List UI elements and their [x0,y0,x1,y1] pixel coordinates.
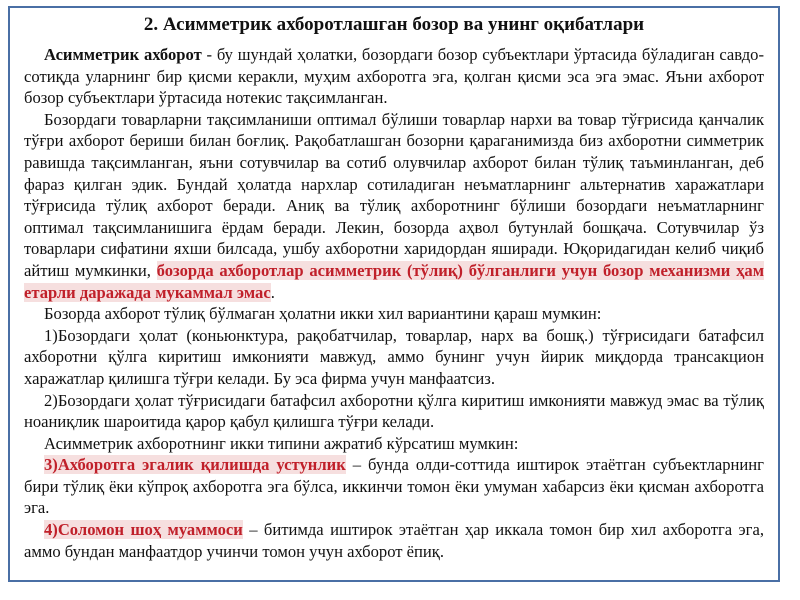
term-asymmetric-info: Асимметрик ахборот [44,45,202,64]
term-solomon-problem: 4)Соломон шоҳ муаммоси [44,520,243,540]
paragraph-variant-1: 1)Бозордаги ҳолат (коньюнктура, рақобатчилар, товарлар, нарх ва бошқ.) тўғрисидаги батафсил ахборотни қўлга киритиш имконияти мавжуд, аммо бунинг учун йирик миқдорда трансакцион харажатлар қилишга тўғри келади. Бу эса фирма учун манфаатсиз. [24,325,764,388]
slide-title: 2. Асимметрик ахборотлашган бозор ва унинг оқибатлари [143,14,645,35]
paragraph-variant-2: 2)Бозордаги ҳолат тўғрисидаги батафсил ахборотни қўлга киритиш имконияти мавжуд эмас ва тўлиқ ноаниқлик шароитида қарор қабул қилишга тўғри келади. [24,390,764,432]
paragraph-two-variants: Бозорда ахборот тўлиқ бўлмаган ҳолатни икки хил вариантини қараш мумкин: [44,304,602,324]
term-info-advantage: 3)Ахборотга эгалик қилишда устунлик [44,455,346,475]
paragraph-type-advantage [24,454,764,519]
highlighted-conclusion: бозорда ахборотлар асимметрик (тўлиқ) бўлганлиги учун бозор механизми ҳам етарли даражада мукаммал эмас [24,260,764,302]
definition-text: - бу шундай ҳолатки, бозордаги бозор субъектлари ўртасида бўладиган савдо-сотиқда уларнинг бир қисми керакли, муҳим ахборотга эга, қолган қисми эса эга эмас. Яъни ахборот бозор субъектлари ўртасида нотекис тақсимланган. [24,45,764,108]
market-distribution-text: Бозордаги товарларни тақсимланиши оптимал бўлиши товарлар нархи ва товар тўғрисида қанчалик тўғри ахборот бериши билан боғлиқ. Рақобатлашган бозорни қараганимизда биз ахборотни симметрик равишда тақсимланган, яъни сотувчилар ва сотиб олувчилар ахборот билан тўлиқ таъминланган, деб фараз қилган эдик. Бундай ҳолатда нархлар сотиладиган неъматларнинг альтернатив харажатлари тўғрисида тўлиқ ахборот беради. Аниқ ва тўлиқ ахборотнинг бўлиши бозордаги неъматларнинг оптимал тақсимланишига ёрдам беради. Лекин, бозорда аҳвол бутунлай бошқача. Сотувчилар ўз товарлари сифатини яхши билсада, ушбу ахборотни харидордан яширади. Юқоридагидан келиб чиқиб айтиш мумкинки, [24,109,764,280]
paragraph-type-solomon [24,519,764,562]
paragraph-definition [24,44,764,109]
type-advantage-text: – бунда олди-соттида иштирок этаётган субъектларнинг бири тўлиқ ёки кўпроқ ахборотга эга бўлса, иккинчи томон ёки умуман хабарсиз ёки қисман ахборотга эга. [24,455,764,518]
paragraph-market-distribution [24,109,764,303]
conclusion-end: . [270,282,275,302]
slide [8,6,780,582]
paragraph-two-types: Асимметрик ахборотнинг икки типини ажратиб кўрсатиш мумкин: [44,433,519,453]
type-solomon-text: – битимда иштирок этаётган ҳар иккала томон бир хил ахборотга эга, аммо бундан манфаатдор учинчи томон учун ахборот ёпиқ. [24,520,764,561]
